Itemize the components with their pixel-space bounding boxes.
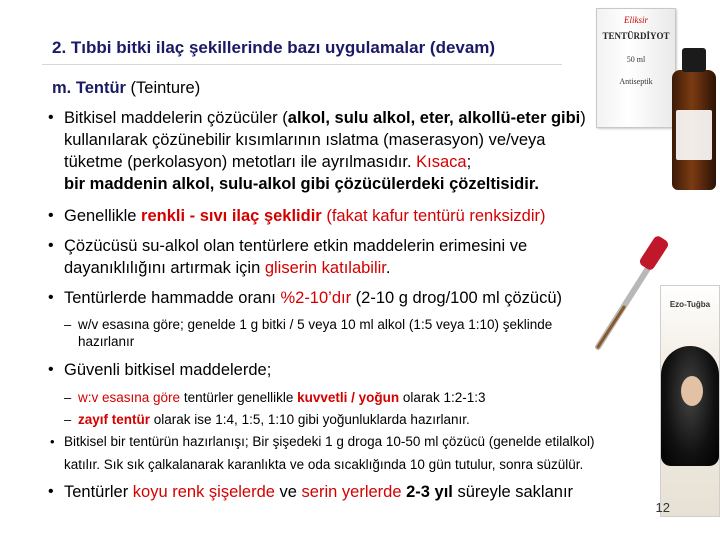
sub4-line1: Bitkisel bir tentürün hazırlanışı; Bir şişedeki 1 g droga 10-50 ml çözücü (genelde etilalkol) (64, 434, 595, 449)
bullet-marker: • (48, 361, 54, 378)
sub1-line2: hazırlanır (78, 334, 135, 349)
bullet5-line1: Güvenli bitkisel maddelerde; (64, 361, 272, 379)
section-heading: m. Tentür (Teinture) (52, 79, 201, 97)
bullet3-line2: dayanıklılığını artırmak için gliserin katılabilir. (64, 259, 391, 277)
face-illustration (681, 376, 703, 406)
bullet2-line1: Genellikle renkli - sıvı ilaç şeklidir (fakat kafur tentürü renksizdir) (64, 207, 546, 225)
tincture-bottle-image (672, 70, 716, 190)
hair-illustration (661, 346, 719, 466)
page-number: 12 (655, 500, 670, 515)
sub3-line: zayıf tentür olarak ise 1:4, 1:5, 1:10 gibi yoğunluklarda hazırlanır. (78, 412, 470, 427)
bullet-marker: • (48, 207, 54, 224)
sub4-line2: katılır. Sık sık çalkalanarak karanlıkta ve oda sıcaklığında 10 gün tutulur, sonra süzülür. (64, 457, 584, 472)
box-subtitle: Antiseptik (619, 77, 653, 86)
page-title: 2. Tıbbi bitki ilaç şekillerinde bazı uygulamalar (devam) (52, 38, 496, 57)
title-divider (42, 64, 562, 65)
sub-dash: – (64, 390, 72, 405)
sub1-line1: w/v esasına göre; genelde 1 g bitki / 5 veya 10 ml alkol (1:5 veya 1:10) şeklinde (78, 317, 553, 332)
bullet3-line1: Çözücüsü su-alkol olan tentürlere etkin maddelerin erimesini ve (64, 237, 528, 255)
box-brand: Eliksir (624, 15, 648, 25)
bullet1-line1: Bitkisel maddelerin çözücüler (alkol, sulu alkol, eter, alkollü-eter gibi) (64, 109, 586, 127)
sub2-line: w:v esasına göre tentürler genellikle kuvvetli / yoğun olarak 1:2-1:3 (78, 390, 486, 405)
bullet1-line3: tüketme (perkolasyon) metotları ile ayrılmasıdır. Kısaca; (64, 153, 472, 171)
bullet-marker: • (48, 109, 54, 126)
box-volume: 50 ml (626, 55, 646, 64)
bottle-cap (682, 48, 706, 72)
bullet6-line1: Tentürler koyu renk şişelerde ve serin yerlerde 2-3 yıl süreyle saklanır (64, 483, 574, 501)
hair-product-image (660, 285, 720, 517)
box-product-name: TENTÜRDİYOT (602, 31, 670, 41)
bullet-marker: • (48, 483, 54, 500)
bullet-marker: • (48, 289, 54, 306)
sub-dash: – (64, 317, 72, 332)
bullet4-line1: Tentürlerde hammadde oranı %2-10’dır (2-10 g drog/100 ml çözücü) (64, 289, 563, 307)
bullet1-line2: kullanılarak çözünebilir kısımlarının ıslatma (maserasyon) ve/veya (64, 131, 546, 149)
tentur-diyot-box-image (596, 8, 676, 128)
sub-dash: – (64, 412, 72, 427)
product2-name: Ezo-Tuğba (669, 300, 711, 309)
bullet-marker: • (48, 237, 54, 254)
bullet1-line4: bir maddenin alkol, sulu-alkol gibi çözücülerdeki çözeltisidir. (64, 175, 539, 193)
bullet-marker: • (50, 434, 55, 449)
bottle-label (676, 110, 712, 160)
